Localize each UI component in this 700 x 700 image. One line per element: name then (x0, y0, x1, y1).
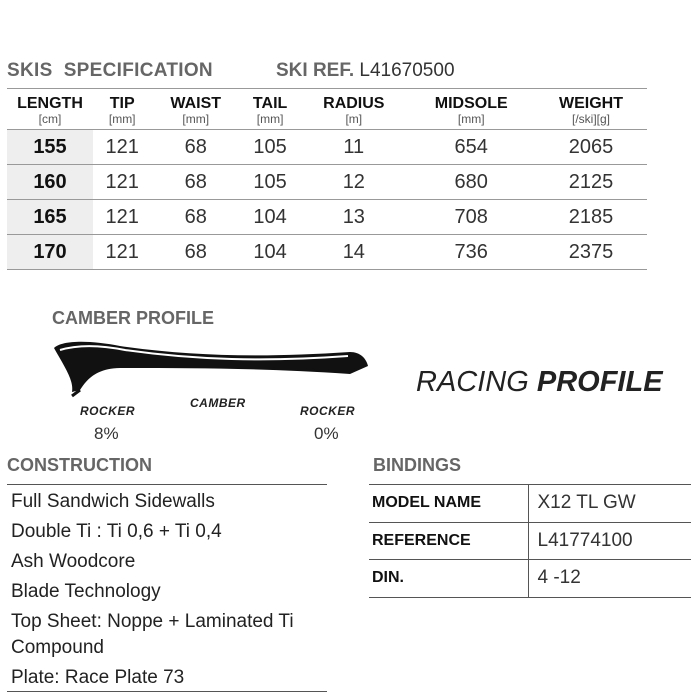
col-radius: RADIUS [m] (323, 95, 385, 126)
cell-midsole: 708 (454, 205, 488, 228)
cell-midsole: 680 (454, 170, 488, 193)
cell-midsole: 654 (454, 135, 488, 158)
cell-waist: 68 (184, 170, 207, 193)
cell-weight: 2185 (568, 205, 614, 228)
ski-profile-fill (54, 342, 368, 392)
cell-length: 155 (7, 130, 93, 165)
bindings-table (369, 484, 691, 598)
construction-top-divider (7, 484, 327, 485)
cell-waist: 68 (184, 205, 207, 228)
binding-key: REFERENCE (369, 522, 528, 560)
spec-header-row (7, 89, 647, 130)
racing-profile-bold: PROFILE (536, 366, 663, 398)
col-midsole: MIDSOLE [mm] (434, 95, 508, 126)
cell-tip: 121 (105, 240, 139, 263)
cell-tail: 104 (253, 240, 287, 263)
binding-value: 4 -12 (537, 567, 581, 589)
table-row (369, 560, 691, 598)
camber-label: CAMBER (190, 396, 246, 410)
bindings-title: BINDINGS (373, 455, 462, 475)
rocker-rear-value: 0% (314, 424, 339, 443)
cell-radius: 13 (342, 205, 365, 228)
list-item: Blade Technology (11, 581, 161, 602)
construction-bottom-divider (7, 691, 327, 692)
spec-table (7, 88, 647, 270)
cell-weight: 2065 (568, 135, 614, 158)
col-length: LENGTH [cm] (17, 95, 83, 126)
cell-waist: 68 (184, 240, 207, 263)
cell-length: 160 (7, 165, 93, 200)
cell-midsole: 736 (454, 240, 488, 263)
cell-length: 165 (7, 200, 93, 235)
cell-tip: 121 (105, 135, 139, 158)
cell-tail: 104 (253, 205, 287, 228)
racing-profile-light: RACING (416, 366, 529, 398)
ski-reference (276, 60, 455, 82)
binding-value: L41774100 (537, 529, 633, 551)
cell-waist: 68 (184, 135, 207, 158)
cell-tip: 121 (105, 170, 139, 193)
cell-tail: 105 (253, 135, 287, 158)
table-row (369, 485, 691, 523)
cell-radius: 11 (343, 135, 365, 158)
list-item: Top Sheet: Noppe + Laminated Ti Compound (11, 611, 294, 658)
col-tail: TAIL [mm] (252, 95, 288, 126)
list-item: Plate: Race Plate 73 (11, 667, 185, 688)
table-row (7, 130, 647, 165)
table-row (369, 522, 691, 560)
list-item: Full Sandwich Sidewalls (11, 491, 215, 512)
cell-radius: 14 (342, 240, 365, 263)
col-tip: TIP [mm] (108, 95, 136, 126)
ski-ref-label: SKI REF. (276, 60, 355, 81)
rocker-front-value: 8% (94, 424, 119, 443)
list-item: Ash Woodcore (11, 551, 136, 572)
table-row (7, 165, 647, 200)
racing-profile-title (416, 366, 663, 399)
cell-weight: 2375 (568, 240, 614, 263)
cell-tip: 121 (105, 205, 139, 228)
list-item: Double Ti : Ti 0,6 + Ti 0,4 (11, 521, 222, 542)
cell-tail: 105 (253, 170, 287, 193)
binding-key: DIN. (369, 560, 528, 598)
rocker-front-label: ROCKER (80, 404, 136, 418)
cell-length: 170 (7, 235, 93, 270)
table-row (7, 200, 647, 235)
construction-list (11, 489, 327, 695)
cell-weight: 2125 (568, 170, 614, 193)
camber-profile-title: CAMBER PROFILE (52, 308, 214, 328)
construction-title: CONSTRUCTION (7, 455, 152, 475)
ski-profile-icon (50, 338, 370, 400)
col-weight: WEIGHT [/ski][g] (558, 95, 623, 126)
col-waist: WAIST [mm] (170, 95, 222, 126)
binding-value: X12 TL GW (537, 492, 636, 514)
binding-key: MODEL NAME (369, 485, 528, 523)
ski-ref-value: L41670500 (359, 60, 455, 81)
rocker-rear-label: ROCKER (300, 404, 356, 418)
spec-title: SKIS SPECIFICATION (7, 60, 213, 81)
table-row (7, 235, 647, 270)
cell-radius: 12 (342, 170, 365, 193)
